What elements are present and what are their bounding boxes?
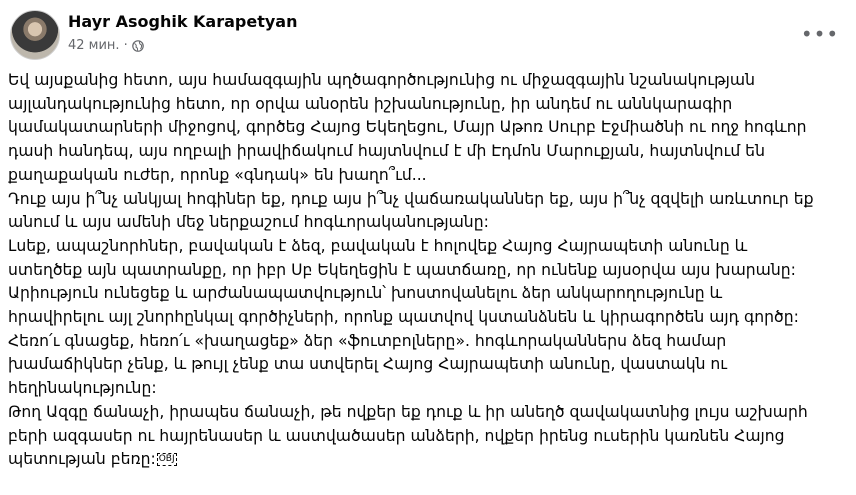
more-options-button[interactable] xyxy=(800,20,840,48)
post-line: Թող Ազգը ճանաչի, իրապես ճանաչի, թե ովքեր եք դուք և իր անեղծ զավակատնից լույս աշխարհ xyxy=(8,402,808,421)
post-header xyxy=(10,10,846,60)
post-body xyxy=(8,69,840,472)
meta-separator: · xyxy=(123,38,128,53)
globe-icon[interactable] xyxy=(132,40,144,52)
post-line: քաղաքական ուժեր, որոնք «գնդակ» են խաղո՞ւմ... xyxy=(8,165,427,184)
ellipsis-icon: ••• xyxy=(800,22,840,46)
post-line-last xyxy=(8,448,840,472)
author-avatar[interactable] xyxy=(10,10,60,60)
post-line: Հեռո՛ւ գնացեք, հեռո՛ւ «խաղացեք» ձեր «ֆուտբոլները». հոգևորականներս ձեզ համար xyxy=(8,331,727,350)
post-line: հրավիրելու այլ շնորհընկալ գործիչների, որոնք պատվով կստանձնեն և կիրագործեն այդ գործը: xyxy=(8,308,799,327)
post-line: Լսեք, ապաշնորհներ, բավական է ձեզ, բավական է հոլովեք Հայոց Հայրապետի անունը և xyxy=(8,236,748,255)
post-meta xyxy=(68,38,144,53)
post-line: դասի հանդեպ, այս ողբալի իրավիճակում հայտնվում է մի Էդմոն Մարուքյան, հայտնվում են xyxy=(8,142,765,161)
post-line: Եվ այսքանից հետո, այս համազգային պղծագործությունից ու միջազգային նշանակության xyxy=(8,71,755,89)
post-line: բերի ազգասեր ու հայրենասեր և աստվածասեր անձերի, ովքեր իրենց ուսերին կառնեն Հայոց xyxy=(8,426,785,445)
author-name[interactable]: Hayr Asoghik Karapetyan xyxy=(68,12,298,31)
post-line: կամակատարների միջոցով, գործեց Հայոց Եկեղեցու, Մայր Աթոռ Սուրբ Էջմիածնի ու ողջ հոգևոր xyxy=(8,118,807,137)
post-line: ստեղծեք այն պատրանքը, որ իբր Սբ Եկեղեցին է պատճառը, որ ունենք այսօրվա այս խարանը: xyxy=(8,260,796,279)
post-line: Դուք այս ի՞նչ անկյալ հոգիներ եք, դուք այս ի՞նչ վաճառականներ եք, այս ի՞նչ զզվելի առևտուր եք xyxy=(8,189,814,208)
post-line: Արիություն ունեցեք և արժանապատվություն՝ խոստովանելու ձեր անկարողությունը և xyxy=(8,284,723,303)
object-replacement-marker: OBJ xyxy=(158,454,175,465)
post-line: խամաճիկներ չենք, և թույլ չենք տա ստվերել Հայոց Հայրապետի անունը, վաստակն ու xyxy=(8,355,728,374)
post-line: այլանդակությունից հետո, որ օրվա անօրեն իշխանությունը, իր անդեմ ու աննկարագիր xyxy=(8,94,733,113)
post-line: հեղինակությունը: xyxy=(8,379,157,398)
post-timestamp[interactable]: 42 мин. xyxy=(68,38,120,53)
post-line: պետության բեռը: xyxy=(8,450,156,469)
post-line: անում և այս ամենի մեջ ներքաշում հոգևորականությանը: xyxy=(8,213,489,232)
